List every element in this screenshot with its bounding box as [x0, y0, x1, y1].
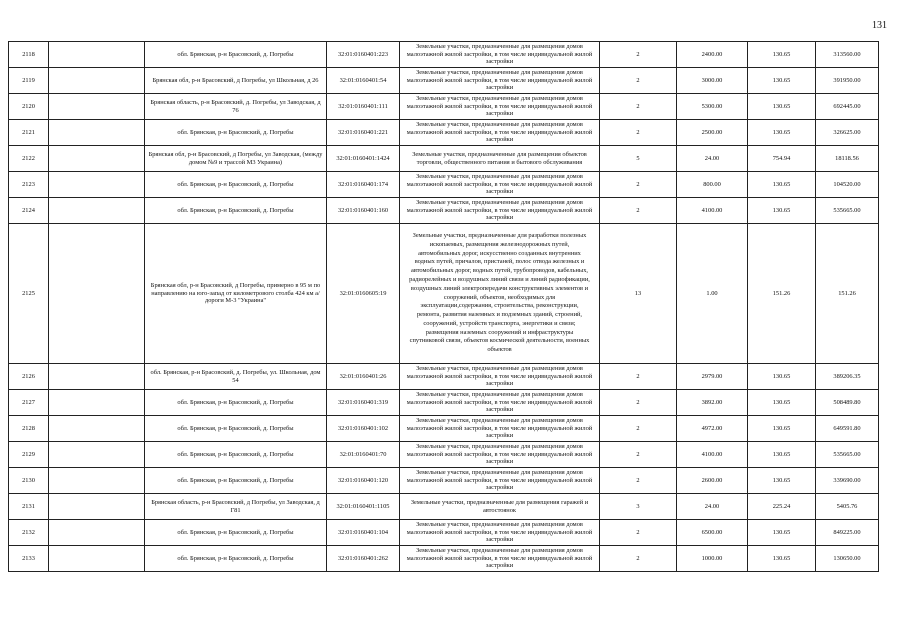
area-cell: 4100.00 — [677, 198, 748, 224]
specific-value-cell: 130.65 — [748, 364, 816, 390]
specific-value-cell: 225.24 — [748, 494, 816, 520]
use-group-cell: 2 — [600, 390, 677, 416]
cadastral-number-cell: 32:01:0160401:70 — [327, 442, 400, 468]
cadastral-number-cell: 32:01:0160401:223 — [327, 42, 400, 68]
blank-cell — [49, 520, 145, 546]
cadastral-number-cell: 32:01:0160401:111 — [327, 94, 400, 120]
cadastral-number-cell: 32:01:0160401:54 — [327, 68, 400, 94]
blank-cell — [49, 468, 145, 494]
land-use-cell: Земельные участки, предназначенные для размещения домов малоэтажной жилой застройки, в том числе индивидуальной жилой застройки — [400, 172, 600, 198]
land-use-cell: Земельные участки, предназначенные для размещения домов малоэтажной жилой застройки, в том числе индивидуальной жилой застройки — [400, 42, 600, 68]
table-row — [9, 224, 879, 364]
cadastral-number-cell: 32:01:0160401:160 — [327, 198, 400, 224]
specific-value-cell: 130.65 — [748, 390, 816, 416]
blank-cell — [49, 224, 145, 364]
area-cell: 6500.00 — [677, 520, 748, 546]
cadastral-number-cell: 32:01:0160401:262 — [327, 546, 400, 572]
land-use-cell: Земельные участки, предназначенные для размещения домов малоэтажной жилой застройки, в том числе индивидуальной жилой застройки — [400, 546, 600, 572]
use-group-cell: 2 — [600, 468, 677, 494]
use-group-cell: 2 — [600, 198, 677, 224]
area-cell: 4972.00 — [677, 416, 748, 442]
row-number-cell: 2128 — [9, 416, 49, 442]
land-use-cell: Земельные участки, предназначенные для размещения домов малоэтажной жилой застройки, в том числе индивидуальной жилой застройки — [400, 416, 600, 442]
table-row — [9, 364, 879, 390]
row-number-cell: 2132 — [9, 520, 49, 546]
address-cell: обл. Брянская, р-н Брасовский, д. Погребы, ул. Школьная, дом 54 — [145, 364, 327, 390]
blank-cell — [49, 390, 145, 416]
use-group-cell: 2 — [600, 94, 677, 120]
address-cell: Брянская область, р-н Брасовский, д. Погребы, ул Заводская, д 76 — [145, 94, 327, 120]
table-row — [9, 42, 879, 68]
address-cell: обл. Брянская, р-н Брасовский, д. Погребы — [145, 120, 327, 146]
cadastral-value-cell: 339690.00 — [816, 468, 879, 494]
land-use-cell: Земельные участки, предназначенные для размещения домов малоэтажной жилой застройки, в том числе индивидуальной жилой застройки — [400, 120, 600, 146]
address-cell: обл. Брянская, р-н Брасовский, д. Погребы — [145, 442, 327, 468]
cadastral-value-cell: 535665.00 — [816, 198, 879, 224]
address-cell: обл. Брянская, р-н Брасовский, д. Погребы — [145, 468, 327, 494]
area-cell: 1000.00 — [677, 546, 748, 572]
address-cell: обл. Брянская, р-н Брасовский, д. Погребы — [145, 172, 327, 198]
use-group-cell: 2 — [600, 68, 677, 94]
page-number: 131 — [872, 20, 887, 31]
cadastral-number-cell: 32:01:0160401:1424 — [327, 146, 400, 172]
row-number-cell: 2125 — [9, 224, 49, 364]
row-number-cell: 2122 — [9, 146, 49, 172]
blank-cell — [49, 146, 145, 172]
cadastral-value-cell: 389206.35 — [816, 364, 879, 390]
table-row — [9, 172, 879, 198]
area-cell: 2600.00 — [677, 468, 748, 494]
table-row — [9, 146, 879, 172]
address-cell: Брянская обл, р-н Брасовский, д Погребы, ул Заводская, (между домом №9 и трассой М3 Украина) — [145, 146, 327, 172]
blank-cell — [49, 364, 145, 390]
table-row — [9, 442, 879, 468]
address-cell: обл. Брянская, р-н Брасовский, д. Погребы — [145, 546, 327, 572]
specific-value-cell: 130.65 — [748, 442, 816, 468]
use-group-cell: 2 — [600, 416, 677, 442]
blank-cell — [49, 42, 145, 68]
cadastral-value-cell: 313560.00 — [816, 42, 879, 68]
blank-cell — [49, 94, 145, 120]
area-cell: 24.00 — [677, 494, 748, 520]
cadastral-number-cell: 32:01:0160605:19 — [327, 224, 400, 364]
land-use-cell: Земельные участки, предназначенные для размещения объектов торговли, общественного питания и бытового обслуживания — [400, 146, 600, 172]
row-number-cell: 2129 — [9, 442, 49, 468]
row-number-cell: 2123 — [9, 172, 49, 198]
land-use-cell: Земельные участки, предназначенные для размещения домов малоэтажной жилой застройки, в том числе индивидуальной жилой застройки — [400, 520, 600, 546]
land-registry-table — [8, 41, 879, 572]
specific-value-cell: 130.65 — [748, 416, 816, 442]
land-use-cell: Земельные участки, предназначенные для размещения домов малоэтажной жилой застройки, в том числе индивидуальной жилой застройки — [400, 390, 600, 416]
land-use-cell: Земельные участки, предназначенные для размещения домов малоэтажной жилой застройки, в том числе индивидуальной жилой застройки — [400, 468, 600, 494]
cadastral-value-cell: 391950.00 — [816, 68, 879, 94]
cadastral-number-cell: 32:01:0160401:221 — [327, 120, 400, 146]
address-cell: обл. Брянская, р-н Брасовский, д. Погребы — [145, 198, 327, 224]
use-group-cell: 2 — [600, 120, 677, 146]
row-number-cell: 2119 — [9, 68, 49, 94]
blank-cell — [49, 416, 145, 442]
land-use-cell: Земельные участки, предназначенные для размещения домов малоэтажной жилой застройки, в том числе индивидуальной жилой застройки — [400, 364, 600, 390]
use-group-cell: 3 — [600, 494, 677, 520]
row-number-cell: 2126 — [9, 364, 49, 390]
cadastral-value-cell: 508489.80 — [816, 390, 879, 416]
cadastral-value-cell: 130650.00 — [816, 546, 879, 572]
cadastral-value-cell: 649591.80 — [816, 416, 879, 442]
row-number-cell: 2118 — [9, 42, 49, 68]
specific-value-cell: 130.65 — [748, 546, 816, 572]
use-group-cell: 2 — [600, 442, 677, 468]
land-use-cell: Земельные участки, предназначенные для размещения домов малоэтажной жилой застройки, в том числе индивидуальной жилой застройки — [400, 94, 600, 120]
blank-cell — [49, 68, 145, 94]
use-group-cell: 2 — [600, 520, 677, 546]
table-row — [9, 416, 879, 442]
row-number-cell: 2120 — [9, 94, 49, 120]
area-cell: 4100.00 — [677, 442, 748, 468]
cadastral-number-cell: 32:01:0160401:102 — [327, 416, 400, 442]
use-group-cell: 2 — [600, 364, 677, 390]
row-number-cell: 2121 — [9, 120, 49, 146]
blank-cell — [49, 546, 145, 572]
table-row — [9, 546, 879, 572]
specific-value-cell: 130.65 — [748, 520, 816, 546]
table-row — [9, 68, 879, 94]
specific-value-cell: 151.26 — [748, 224, 816, 364]
table-row — [9, 94, 879, 120]
table-body — [9, 42, 879, 572]
specific-value-cell: 130.65 — [748, 120, 816, 146]
area-cell: 800.00 — [677, 172, 748, 198]
address-cell: Брянская обл, р-н Брасовский, д Погребы, ул Школьная, д 26 — [145, 68, 327, 94]
area-cell: 2979.00 — [677, 364, 748, 390]
specific-value-cell: 130.65 — [748, 468, 816, 494]
land-use-cell: Земельные участки, предназначенные для размещения домов малоэтажной жилой застройки, в том числе индивидуальной жилой застройки — [400, 442, 600, 468]
cadastral-value-cell: 18118.56 — [816, 146, 879, 172]
land-use-cell: Земельные участки, предназначенные для размещения домов малоэтажной жилой застройки, в том числе индивидуальной жилой застройки — [400, 68, 600, 94]
row-number-cell: 2131 — [9, 494, 49, 520]
specific-value-cell: 130.65 — [748, 198, 816, 224]
area-cell: 5300.00 — [677, 94, 748, 120]
area-cell: 24.00 — [677, 146, 748, 172]
specific-value-cell: 754.94 — [748, 146, 816, 172]
area-cell: 3000.00 — [677, 68, 748, 94]
table-row — [9, 390, 879, 416]
table-row — [9, 494, 879, 520]
cadastral-number-cell: 32:01:0160401:174 — [327, 172, 400, 198]
address-cell: обл. Брянская, р-н Брасовский, д. Погребы — [145, 390, 327, 416]
address-cell: обл. Брянская, р-н Брасовский, д. Погребы — [145, 42, 327, 68]
table-row — [9, 520, 879, 546]
table-row — [9, 198, 879, 224]
row-number-cell: 2124 — [9, 198, 49, 224]
cadastral-value-cell: 535665.00 — [816, 442, 879, 468]
area-cell: 2500.00 — [677, 120, 748, 146]
use-group-cell: 13 — [600, 224, 677, 364]
cadastral-number-cell: 32:01:0160401:319 — [327, 390, 400, 416]
cadastral-value-cell: 692445.00 — [816, 94, 879, 120]
cadastral-value-cell: 104520.00 — [816, 172, 879, 198]
address-cell: Брянская область, р-н Брасовский, д Погребы, ул Заводская, д Г81 — [145, 494, 327, 520]
specific-value-cell: 130.65 — [748, 172, 816, 198]
use-group-cell: 5 — [600, 146, 677, 172]
land-use-cell: Земельные участки, предназначенные для размещения домов малоэтажной жилой застройки, в том числе индивидуальной жилой застройки — [400, 198, 600, 224]
address-cell: обл. Брянская, р-н Брасовский, д. Погребы — [145, 416, 327, 442]
use-group-cell: 2 — [600, 42, 677, 68]
specific-value-cell: 130.65 — [748, 42, 816, 68]
cadastral-number-cell: 32:01:0160401:1105 — [327, 494, 400, 520]
specific-value-cell: 130.65 — [748, 68, 816, 94]
land-use-cell: Земельные участки, предназначенные для размещения гаражей и автостоянок — [400, 494, 600, 520]
row-number-cell: 2133 — [9, 546, 49, 572]
table-row — [9, 120, 879, 146]
blank-cell — [49, 172, 145, 198]
cadastral-number-cell: 32:01:0160401:120 — [327, 468, 400, 494]
blank-cell — [49, 442, 145, 468]
address-cell: Брянская обл, р-н Брасовский, д Погребы, примерно в 95 м по направлению на юго-запад от километрового столба 424 км а/дороги М-3 "Украина" — [145, 224, 327, 364]
cadastral-value-cell: 326625.00 — [816, 120, 879, 146]
row-number-cell: 2127 — [9, 390, 49, 416]
blank-cell — [49, 494, 145, 520]
cadastral-number-cell: 32:01:0160401:104 — [327, 520, 400, 546]
cadastral-number-cell: 32:01:0160401:26 — [327, 364, 400, 390]
cadastral-value-cell: 5405.76 — [816, 494, 879, 520]
table-row — [9, 468, 879, 494]
area-cell: 1.00 — [677, 224, 748, 364]
blank-cell — [49, 198, 145, 224]
area-cell: 2400.00 — [677, 42, 748, 68]
specific-value-cell: 130.65 — [748, 94, 816, 120]
land-use-cell: Земельные участки, предназначенные для разработки полезных ископаемых, размещения железнодорожных путей, автомобильных дорог, искусственно созданных внутренних водных путей, причалов, пристаней, полос отвода железных и автомобильных дорог, водных путей, трубопроводов, кабельных, радиорелейных и воздушных линий связи и линий радиофикации, воздушных линий электропередачи конструктивных элементов и сооружений, объектов, необходимых для эксплуатации,содержания, строительства, реконструкции, ремонта, развития наземных и подземных зданий, строений, сооружений, устройств транспорта, энергетики и связи; размещения наземных сооружений и инфраструктуры спутниковой связи, объектов космической деятельности, военных объектов — [400, 224, 600, 364]
row-number-cell: 2130 — [9, 468, 49, 494]
use-group-cell: 2 — [600, 172, 677, 198]
cadastral-value-cell: 849225.00 — [816, 520, 879, 546]
cadastral-value-cell: 151.26 — [816, 224, 879, 364]
area-cell: 3892.00 — [677, 390, 748, 416]
address-cell: обл. Брянская, р-н Брасовский, д. Погребы — [145, 520, 327, 546]
use-group-cell: 2 — [600, 546, 677, 572]
blank-cell — [49, 120, 145, 146]
